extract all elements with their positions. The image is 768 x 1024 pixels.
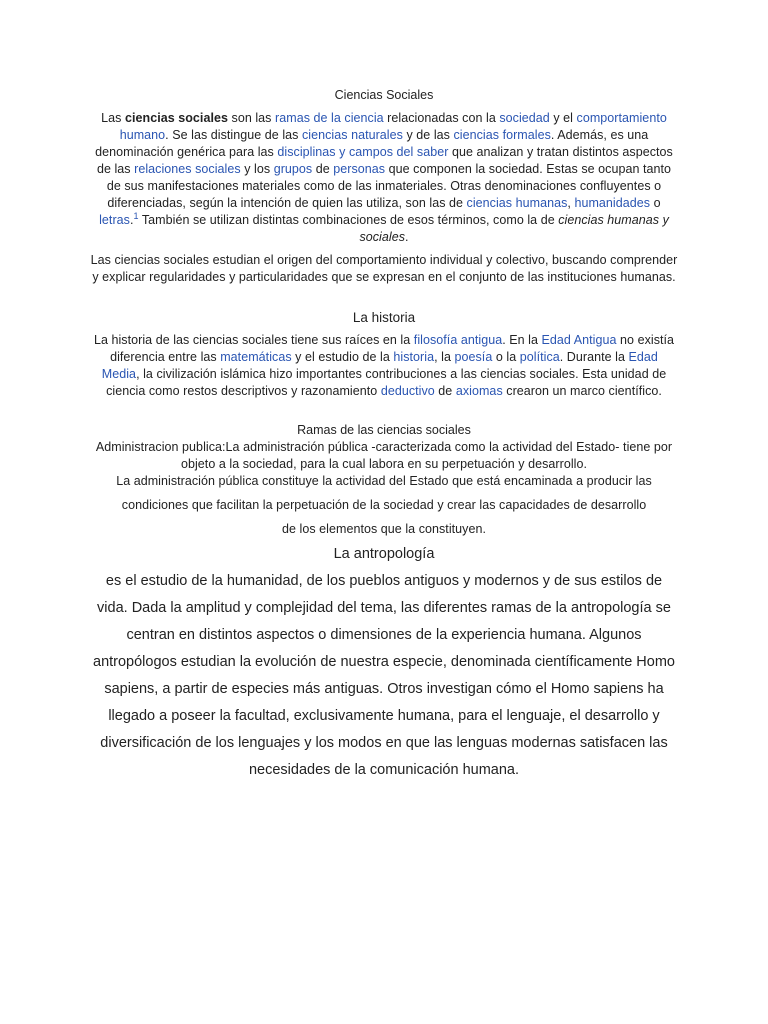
text: . Se las distingue de las: [165, 128, 302, 142]
link-relaciones-sociales[interactable]: relaciones sociales: [134, 162, 241, 176]
link-filosofia-antigua[interactable]: filosofía antigua: [413, 333, 503, 347]
admin-paragraph-1: Administracion publica:La administración pública -caracterizada como la actividad del Estado- tiene por objeto a la sociedad, para la cual labora en su perpetuación y desarrollo.: [95, 440, 673, 471]
link-ciencias-naturales[interactable]: ciencias naturales: [301, 128, 403, 142]
text: . Además, es una denominación genérica para las: [95, 128, 649, 159]
text: ,: [567, 196, 575, 210]
link-comportamiento-humano[interactable]: comportamiento humano: [119, 111, 667, 142]
link-ramas-de-la-ciencia[interactable]: ramas de la ciencia: [275, 111, 384, 125]
paragraph-origen: Las ciencias sociales estudian el origen del comportamiento individual y colectivo, buscando comprender y explicar regularidades y particularidades que se expresan en el conjunto de las instituciones humanas.: [90, 253, 678, 284]
link-politica[interactable]: política: [519, 350, 560, 364]
text: son las: [228, 111, 276, 125]
antropologia-heading: La antropología: [333, 546, 435, 562]
antropologia-paragraph: es el estudio de la humanidad, de los pueblos antiguos y modernos y de sus estilos de vida. Dada la amplitud y complejidad del tema, las diferentes ramas de la antropología se centran en distintos aspectos o dimensiones de la experiencia humana. Algunos antropólogos estudian la evolución de nuestra especie, denominada científicamente Homo sapiens, a partir de especies más antiguas. Otros investigan cómo el Homo sapiens ha llegado a poseer la facultad, exclusivamente humana, para el lenguaje, el desarrollo y diversificación de los lenguajes y los modos en que las lenguas modernas satisfacen las necesidades de la comunicación humana.: [93, 573, 675, 778]
text: de: [312, 162, 334, 176]
text: y el estudio de la: [291, 350, 394, 364]
footnote-ref[interactable]: 1: [133, 210, 139, 221]
admin-line-1: La administración pública constituye la actividad del Estado que está encaminada a producir las: [116, 474, 652, 488]
intro-paragraph: [90, 110, 678, 246]
link-personas[interactable]: personas: [333, 162, 386, 176]
link-deductivo[interactable]: deductivo: [380, 384, 435, 398]
ramas-heading: Ramas de las ciencias sociales: [297, 423, 471, 437]
document-title: Ciencias Sociales: [334, 88, 434, 102]
admin-line-2: condiciones que facilitan la perpetuación de la sociedad y crear las capacidades de desarrollo: [121, 498, 647, 512]
link-matematicas[interactable]: matemáticas: [220, 350, 292, 364]
text: que analizan y tratan distintos aspectos de las: [96, 145, 673, 176]
link-letras[interactable]: letras: [99, 213, 130, 227]
text: La historia de las ciencias sociales tiene sus raíces en la: [93, 333, 414, 347]
link-axiomas[interactable]: axiomas: [455, 384, 503, 398]
text: o la: [492, 350, 520, 364]
text: y de las: [402, 128, 454, 142]
text: y los: [240, 162, 274, 176]
text: .: [129, 213, 134, 227]
text: .: [405, 230, 409, 244]
admin-line-3: de los elementos que la constituyen.: [281, 522, 486, 536]
link-grupos[interactable]: grupos: [273, 162, 313, 176]
link-poesia[interactable]: poesía: [454, 350, 493, 364]
text: . En la: [502, 333, 542, 347]
text: no existía diferencia entre las: [110, 333, 675, 364]
italic-term: ciencias humanas y sociales: [359, 213, 669, 244]
historia-heading: La historia: [352, 310, 416, 325]
text: . Durante la: [559, 350, 629, 364]
text: Las: [101, 111, 125, 125]
text: , la civilización islámica hizo importantes contribuciones a las ciencias sociales. Esta unidad de ciencia como restos descriptivos y razonamiento: [106, 367, 667, 398]
link-humanidades[interactable]: humanidades: [574, 196, 651, 210]
text: o: [650, 196, 661, 210]
link-edad-antigua[interactable]: Edad Antigua: [541, 333, 617, 347]
text: relacionadas con la: [383, 111, 500, 125]
text: También se utilizan distintas combinaciones de esos términos, como la de: [138, 213, 559, 227]
link-historia[interactable]: historia: [393, 350, 435, 364]
link-ciencias-humanas[interactable]: ciencias humanas: [466, 196, 568, 210]
text: de: [434, 384, 456, 398]
historia-paragraph: [90, 332, 678, 400]
link-sociedad[interactable]: sociedad: [499, 111, 550, 125]
link-edad-media[interactable]: Edad Media: [101, 350, 658, 381]
bold-term: ciencias sociales: [124, 111, 228, 125]
text: y el: [549, 111, 577, 125]
link-disciplinas[interactable]: disciplinas y campos del saber: [277, 145, 449, 159]
text: , la: [434, 350, 455, 364]
text: crearon un marco científico.: [502, 384, 662, 398]
link-ciencias-formales[interactable]: ciencias formales: [453, 128, 551, 142]
text: que componen la sociedad. Estas se ocupan tanto de sus manifestaciones materiales como de las inmateriales. Otras denominaciones confluyentes o diferenciadas, según la intención de quien las utiliza, son las de: [106, 162, 672, 210]
